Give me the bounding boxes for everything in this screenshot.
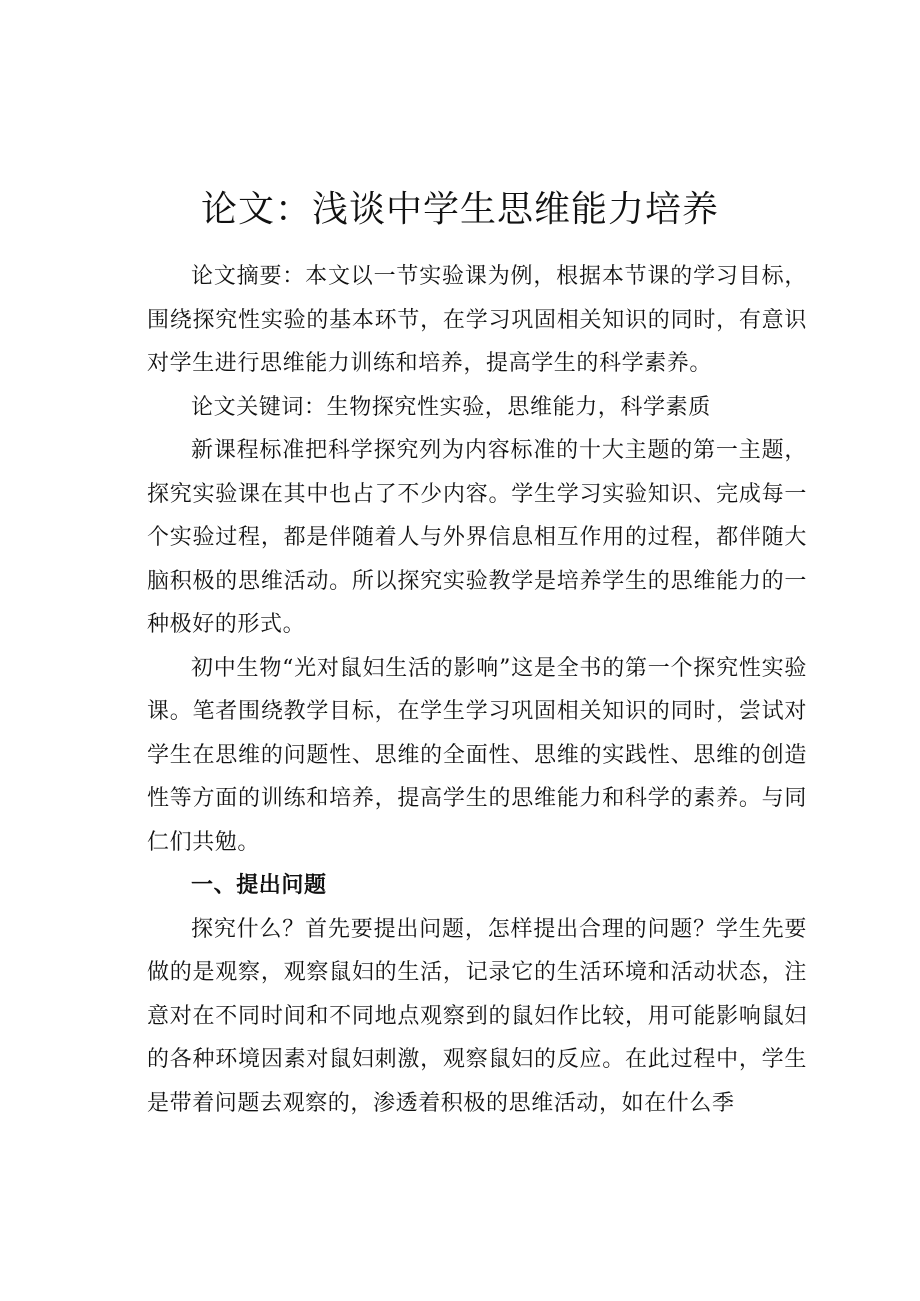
abstract-paragraph: 论文摘要：本文以一节实验课为例，根据本节课的学习目标，围绕探究性实验的基本环节，在学习巩固相关知识的同时，有意识对学生进行思维能力训练和培养，提高学生的科学素养。 <box>147 264 807 376</box>
document-body <box>147 255 807 1125</box>
document-title: 论文：浅谈中学生思维能力培养 <box>200 189 719 231</box>
section-paragraph: 探究什么？首先要提出问题，怎样提出合理的问题？学生先要做的是观察，观察鼠妇的生活，记录它的生活环境和活动状态，注意对在不同时间和不同地点观察到的鼠妇作比较，用可能影响鼠妇的各种环境因素对鼠妇刺激，观察鼠妇的反应。在此过程中，学生是带着问题去观察的，渗透着积极的思维活动，如在什么季 <box>147 916 807 1116</box>
body-paragraph: 新课程标准把科学探究列为内容标准的十大主题的第一主题，探究实验课在其中也占了不少内容。学生学习实验知识、完成每一个实验过程，都是伴随着人与外界信息相互作用的过程，都伴随大脑积极的思维活动。所以探究实验教学是培养学生的思维能力的一种极好的形式。 <box>147 438 807 637</box>
section-heading: 一、提出问题 <box>191 873 327 898</box>
body-paragraph: 初中生物“光对鼠妇生活的影响”这是全书的第一个探究性实验课。笔者围绕教学目标，在学生学习巩固相关知识的同时，尝试对学生在思维的问题性、思维的全面性、思维的实践性、思维的创造性等方面的训练和培养，提高学生的思维能力和科学的素养。与同仁们共勉。 <box>147 655 807 855</box>
keywords-paragraph: 论文关键词：生物探究性实验，思维能力，科学素质 <box>191 394 711 420</box>
